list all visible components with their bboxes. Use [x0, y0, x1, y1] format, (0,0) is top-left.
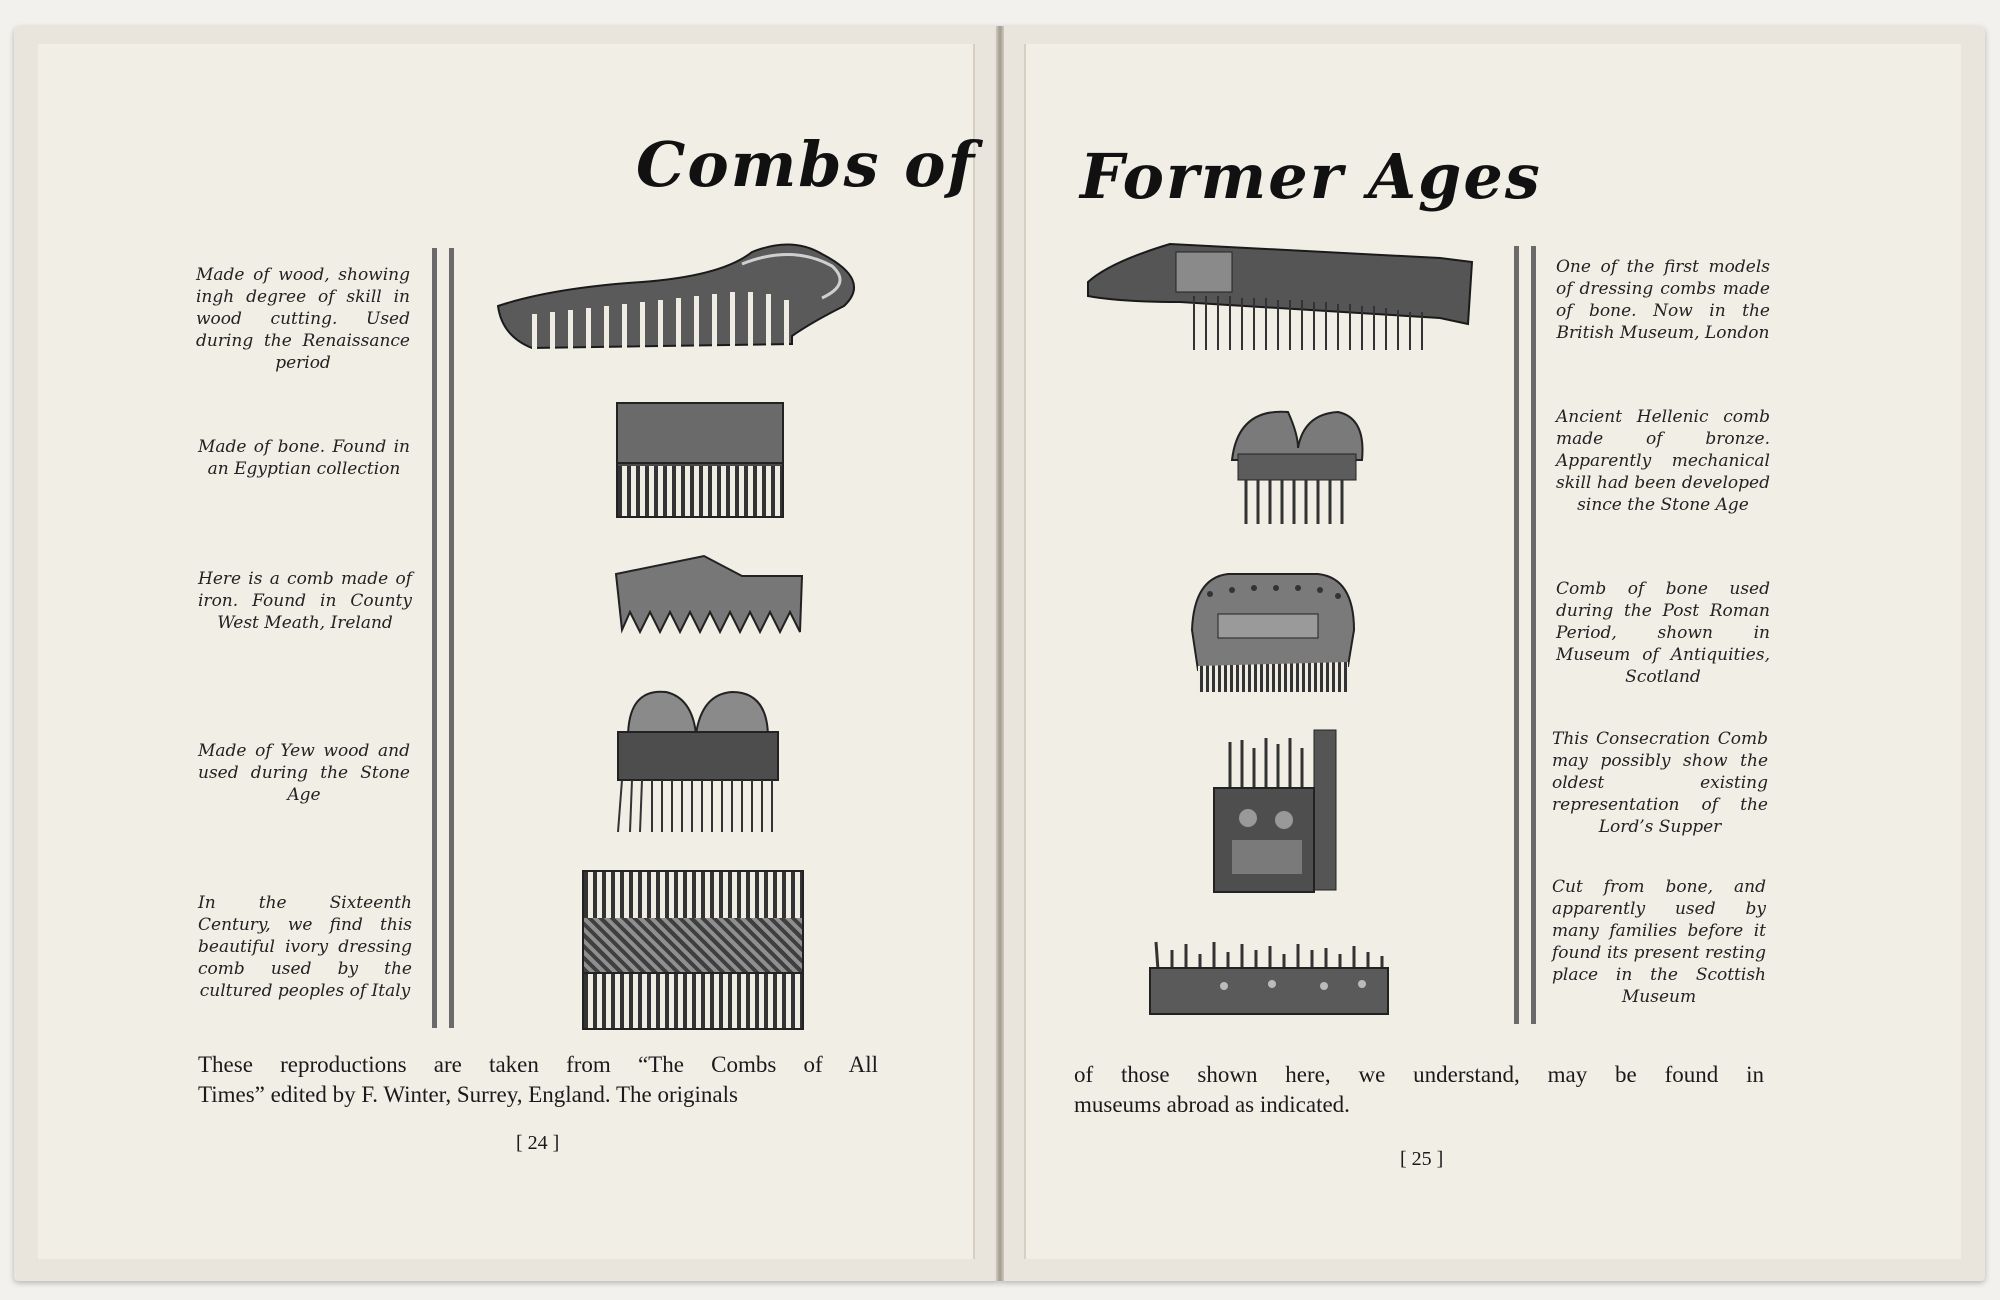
comb-illustration-renaissance: [492, 236, 882, 362]
comb-illustration-iron: [614, 554, 804, 634]
caption-post-roman-comb: Comb of bone used during the Post Roman Period, shown in Museum of Antiquities, Scotland: [1556, 579, 1770, 687]
comb-illustration-yew: [612, 688, 782, 836]
double-rule-right: [1514, 246, 1536, 1024]
comb-illustration-hellenic: [1228, 404, 1366, 528]
comb-illustration-ivory: [582, 870, 804, 1030]
body-line: Times” edited by F. Winter, Surrey, England. The originals: [198, 1082, 738, 1107]
caption-hellenic-comb: Ancient Hellenic comb made of bronze. Apparently mechanical skill had been developed since the Stone Age: [1556, 407, 1770, 515]
body-text-right: [1074, 1060, 1764, 1120]
body-line: of those shown here, we understand, may be found in: [1074, 1062, 1764, 1087]
comb-illustration-consecration: [1210, 728, 1340, 894]
caption-yew-comb: Made of Yew wood and used during the Stone Age: [198, 741, 410, 805]
caption-wood-comb: Made of wood, showing ingh degree of skill in wood cutting. Used during the Renaissance period: [196, 265, 410, 373]
body-line: museums abroad as indicated.: [1074, 1092, 1350, 1117]
comb-illustration-first-model: [1080, 232, 1476, 354]
page-title-left: Combs of: [636, 128, 977, 201]
comb-illustration-egyptian: [616, 402, 784, 518]
caption-consecration-comb: This Consecration Comb may possibly show the oldest existing representation of the Lord’s Supper: [1552, 729, 1768, 837]
caption-iron-comb: Here is a comb made of iron. Found in County West Meath, Ireland: [198, 569, 412, 633]
caption-ivory-comb: In the Sixteenth Century, we find this beautiful ivory dressing comb used by the cultured peoples of Italy: [198, 893, 412, 1001]
caption-first-model-comb: One of the first models of dressing combs made of bone. Now in the British Museum, London: [1556, 257, 1770, 343]
comb-illustration-post-roman: [1188, 570, 1358, 694]
book-gutter: [996, 26, 1004, 1281]
caption-scottish-comb: Cut from bone, and apparently used by many families before it found its present resting place in the Scottish Museum: [1552, 877, 1766, 1007]
page-number-left: [ 24 ]: [516, 1132, 560, 1154]
body-line: These reproductions are taken from “The Combs of All: [198, 1052, 878, 1077]
comb-illustration-scottish: [1148, 936, 1390, 1018]
double-rule-left: [432, 248, 454, 1028]
page-title-right: Former Ages: [1080, 140, 1542, 213]
page-number-right: [ 25 ]: [1400, 1148, 1444, 1170]
caption-egyptian-comb: Made of bone. Found in an Egyptian collection: [198, 437, 410, 479]
body-text-left: [198, 1050, 878, 1110]
